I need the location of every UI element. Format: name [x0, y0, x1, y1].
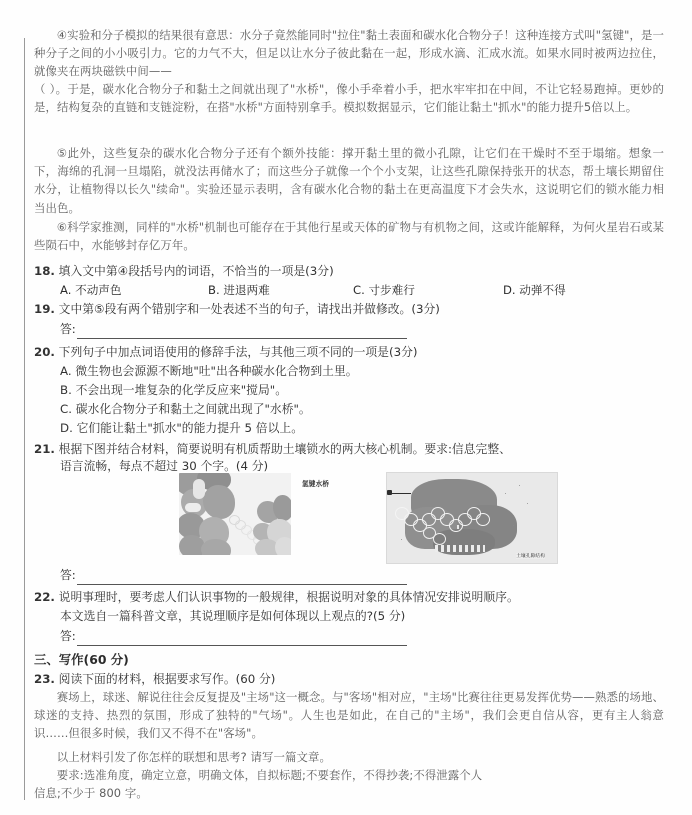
essay-prompt-text: 以上材料引发了你怎样的联想和思考? 请写一篇文章。	[56, 750, 331, 764]
passage-paragraph-4a	[34, 26, 664, 81]
question-23-stem: 阅读下面的材料，根据要求写作。(60 分)	[58, 672, 276, 686]
answer-label: 答:	[60, 629, 76, 643]
question-21-stem-line-1: 根据下图并结合材料，简要说明有机质帮助土壤锁水的两大核心机制。要求:信息完整、	[58, 442, 511, 456]
question-18-number: 18.	[34, 264, 55, 278]
question-19-stem: 文中第⑤段有两个错别字和一处表述不当的句子，请找出并做修改。(3分)	[58, 302, 440, 316]
question-22-answer-row	[34, 627, 690, 646]
passage-paragraph-6	[34, 218, 664, 254]
answer-write-line[interactable]	[77, 632, 407, 646]
page-left-margin-rule	[24, 38, 25, 800]
question-21-figures	[34, 470, 664, 570]
essay-material	[34, 688, 664, 743]
section-heading-writing: 三、写作(60 分)	[34, 652, 129, 667]
essay-requirements-line-2: 信息;不少于 800 字。	[34, 786, 148, 801]
passage-line-group: ⑥科学家推测，同样的"水桥"机制也可能存在于其他行星或天体的矿物与有机物之间，这或许能解释，为何火星岩石或某些陨石中，水能够封存亿万年。	[34, 220, 664, 253]
essay-prompt	[34, 748, 664, 766]
option-c[interactable]: C. 寸步难行	[353, 283, 415, 297]
answer-write-line[interactable]	[77, 571, 407, 585]
question-18-options	[34, 281, 690, 300]
question-19-answer-row	[34, 320, 690, 339]
passage-line-group: （ ）。于是，碳水化合物分子和黏土之间就出现了"水桥"，像小手牵着小手，把水牢牢扣在中间，不让它轻易跑掉。更妙的是，结构复杂的直链和支链淀粉，在搭"水桥"方面特别拿手。模拟数据显示，它们能让黏土"抓水"的能力提升5倍以上。	[34, 82, 664, 115]
question-18	[34, 262, 664, 281]
question-20-stem: 下列句子中加点词语使用的修辞手法，与其他三项不同的一项是(3分)	[58, 345, 418, 359]
question-22-number: 22.	[34, 590, 55, 604]
answer-label: 答:	[60, 322, 76, 336]
question-20-option-b[interactable]: B. 不会出现一堆复杂的化学反应来"搅局"。	[60, 383, 287, 397]
figure-left-caption: 氢键水桥	[302, 480, 330, 488]
question-19	[34, 300, 664, 319]
option-b[interactable]: B. 进退两难	[208, 283, 270, 297]
figure-right-artwork	[387, 473, 557, 563]
question-20-option-d[interactable]: D. 它们能让黏土"抓水"的能力提升 5 倍以上。	[60, 421, 303, 435]
passage-line-group: ⑤此外，这些复杂的碳水化合物分子还有个额外技能：撑开黏土里的微小孔隙，让它们在干燥时不至于塌缩。想象一下，海绵的孔洞一旦塌陷，就没法再储水了；而这些分子就像一个个小支架，让这些孔隙保持张开的状态，帮土壤长期留住水分，让植物得以长久"续命"。实验还显示表明，含有碳水化合物的黏土在更高温度下才会失水，这说明它们的锁水能力相当出色。	[34, 146, 664, 215]
question-21-answer-row	[34, 566, 690, 585]
figure-hydrogen-bond-water-bridge	[179, 473, 291, 555]
question-20-number: 20.	[34, 345, 55, 359]
answer-label: 答:	[60, 568, 76, 582]
question-20-option-c[interactable]: C. 碳水化合物分子和黏土之间就出现了"水桥"。	[60, 402, 311, 416]
option-d[interactable]: D. 动弹不得	[503, 283, 566, 297]
question-21-number: 21.	[34, 442, 55, 456]
figure-soil-pore-structure	[386, 472, 558, 564]
question-19-number: 19.	[34, 302, 55, 316]
question-21-stem-line-2: 语言流畅，每点不超过 30 个字。(4 分)	[60, 459, 269, 473]
figure-left-artwork	[179, 473, 291, 555]
option-a[interactable]: A. 不动声色	[60, 283, 122, 297]
answer-write-line[interactable]	[77, 325, 407, 339]
question-23-number: 23.	[34, 672, 55, 686]
question-20	[34, 343, 664, 362]
question-23	[34, 670, 664, 689]
essay-requirements	[34, 766, 664, 802]
passage-line-group: ④实验和分子模拟的结果很有意思：水分子竟然能同时"拉住"黏土表面和碳水化合物分子！这种连接方式叫"氢键"，是一种分子之间的小小吸引力。它的力气不大，但足以让水分子彼此黏在一起，形成水滴、汇成水流。如果水同时被两边拉住，就像夹在两块磁铁中间——	[34, 28, 664, 79]
question-20-option-a[interactable]: A. 微生物也会源源不断地"吐"出各种碳水化合物到土里。	[60, 364, 358, 378]
question-22	[34, 588, 664, 607]
essay-requirements-line-1: 要求:选准角度，确定立意，明确文体，自拟标题;不要套作，不得抄袭;不得泄露个人	[56, 768, 483, 782]
essay-material-paragraph: 赛场上，球迷、解说往往会反复提及"主场"这一概念。与"客场"相对应，"主场"比赛往往更易发挥优势——熟悉的场地、球迷的支持、热烈的氛围，形成了独特的"气场"。人生也是如此，在自己的"主场"，我们会更自信从容，更有主人翁意识……但很多时候，我们又不得不在"客场"。	[34, 690, 664, 741]
question-22-stem-line-1: 说明事理时，要考虑人们认识事物的一般规律，根据说明对象的具体情况安排说明顺序。	[58, 590, 519, 604]
passage-paragraph-5	[34, 144, 664, 217]
figure-right-caption: 土壤孔隙结构	[516, 554, 545, 559]
question-22-stem-line-2: 本文选自一篇科普文章，其说理顺序是如何体现以上观点的?(5 分)	[60, 609, 406, 623]
passage-paragraph-4b	[34, 80, 664, 116]
question-18-stem: 填入文中第④段括号内的词语，不恰当的一项是(3分)	[58, 264, 334, 278]
